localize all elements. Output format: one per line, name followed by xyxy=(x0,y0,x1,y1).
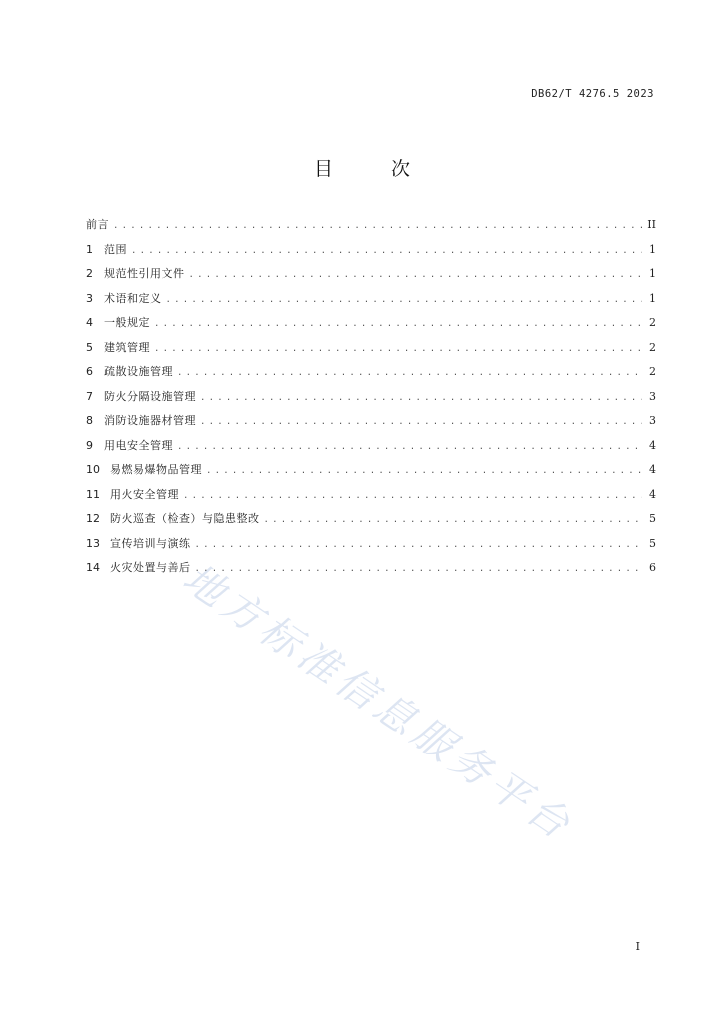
toc-entry-page: II xyxy=(647,218,656,231)
toc-entry-label: 疏散设施管理 xyxy=(104,365,173,378)
toc-entry[interactable] xyxy=(86,363,656,388)
toc-entry-label: 术语和定义 xyxy=(104,291,162,305)
toc-leader-dots xyxy=(189,270,643,280)
toc-entry-page: 2 xyxy=(649,365,656,378)
table-of-contents xyxy=(86,216,656,584)
toc-entry-number: 5 xyxy=(86,340,93,354)
toc-entry-label: 防火分隔设施管理 xyxy=(104,389,196,403)
toc-entry-number: 12 xyxy=(86,512,100,525)
toc-entry-page: 1 xyxy=(649,242,656,256)
toc-leader-dots xyxy=(264,515,643,525)
toc-entry-label: 宣传培训与演练 xyxy=(110,536,191,550)
toc-leader-dots xyxy=(177,368,642,378)
toc-entry-number: 4 xyxy=(86,316,93,329)
toc-leader-dots xyxy=(183,491,642,501)
page-title: 目 次 xyxy=(313,158,437,180)
toc-leader-dots xyxy=(195,540,643,550)
toc-entry-number: 1 xyxy=(86,242,93,256)
toc-leader-dots xyxy=(177,442,642,452)
toc-entry-label: 建筑管理 xyxy=(104,340,150,354)
toc-entry[interactable] xyxy=(86,314,656,339)
toc-entry[interactable] xyxy=(86,486,656,511)
toc-entry-page: 5 xyxy=(649,536,656,550)
toc-leader-dots xyxy=(113,221,642,231)
toc-leader-dots xyxy=(154,344,642,354)
page-number: I xyxy=(635,940,640,953)
toc-entry-number: 2 xyxy=(86,267,93,280)
toc-entry-label: 用电安全管理 xyxy=(104,438,173,452)
toc-entry-page: 2 xyxy=(649,340,656,354)
toc-entry-page: 1 xyxy=(649,291,656,305)
toc-entry-label: 易燃易爆物品管理 xyxy=(110,463,202,476)
document-code: DB62/T 4276.5 2023 xyxy=(531,88,654,100)
toc-entry[interactable] xyxy=(86,241,656,266)
toc-entry[interactable] xyxy=(86,388,656,413)
toc-entry[interactable] xyxy=(86,265,656,290)
toc-entry-page: 6 xyxy=(649,561,656,574)
toc-entry-number: 8 xyxy=(86,414,93,427)
toc-entry-label: 前言 xyxy=(86,218,109,231)
toc-entry-label: 用火安全管理 xyxy=(110,487,179,501)
toc-entry-number: 9 xyxy=(86,438,93,452)
toc-entry[interactable] xyxy=(86,437,656,462)
toc-leader-dots xyxy=(200,417,642,427)
toc-entry-label: 范围 xyxy=(104,242,127,256)
toc-entry-label: 火灾处置与善后 xyxy=(110,561,191,574)
toc-entry-label: 一般规定 xyxy=(104,316,150,329)
toc-leader-dots xyxy=(206,466,642,476)
toc-entry-page: 3 xyxy=(649,414,656,427)
toc-entry-page: 1 xyxy=(649,267,656,280)
toc-entry-page: 5 xyxy=(649,512,656,525)
toc-entry-label: 规范性引用文件 xyxy=(104,267,185,280)
toc-entry-page: 4 xyxy=(649,438,656,452)
toc-entry[interactable] xyxy=(86,461,656,486)
watermark: 地方标准信息服务平台 xyxy=(174,555,582,851)
toc-entry-page: 2 xyxy=(649,316,656,329)
toc-entry[interactable] xyxy=(86,510,656,535)
toc-entry[interactable] xyxy=(86,559,656,584)
toc-entry-number: 6 xyxy=(86,365,93,378)
toc-entry[interactable] xyxy=(86,339,656,364)
toc-entry-label: 防火巡查（检查）与隐患整改 xyxy=(110,512,260,525)
toc-entry[interactable] xyxy=(86,216,656,241)
toc-entry-number: 13 xyxy=(86,536,100,550)
toc-entry-number: 11 xyxy=(86,487,100,501)
toc-entry-page: 4 xyxy=(649,463,656,476)
toc-entry[interactable] xyxy=(86,535,656,560)
toc-leader-dots xyxy=(195,564,643,574)
toc-leader-dots xyxy=(166,295,643,305)
toc-entry-number: 14 xyxy=(86,561,100,574)
toc-leader-dots xyxy=(154,319,642,329)
toc-leader-dots xyxy=(131,246,642,256)
toc-leader-dots xyxy=(200,393,642,403)
toc-entry-page: 3 xyxy=(649,389,656,403)
toc-entry-label: 消防设施器材管理 xyxy=(104,414,196,427)
toc-entry-page: 4 xyxy=(649,487,656,501)
toc-entry-number: 7 xyxy=(86,389,93,403)
toc-entry[interactable] xyxy=(86,412,656,437)
toc-entry-number: 3 xyxy=(86,291,93,305)
toc-entry-number: 10 xyxy=(86,463,100,476)
toc-entry[interactable] xyxy=(86,290,656,315)
